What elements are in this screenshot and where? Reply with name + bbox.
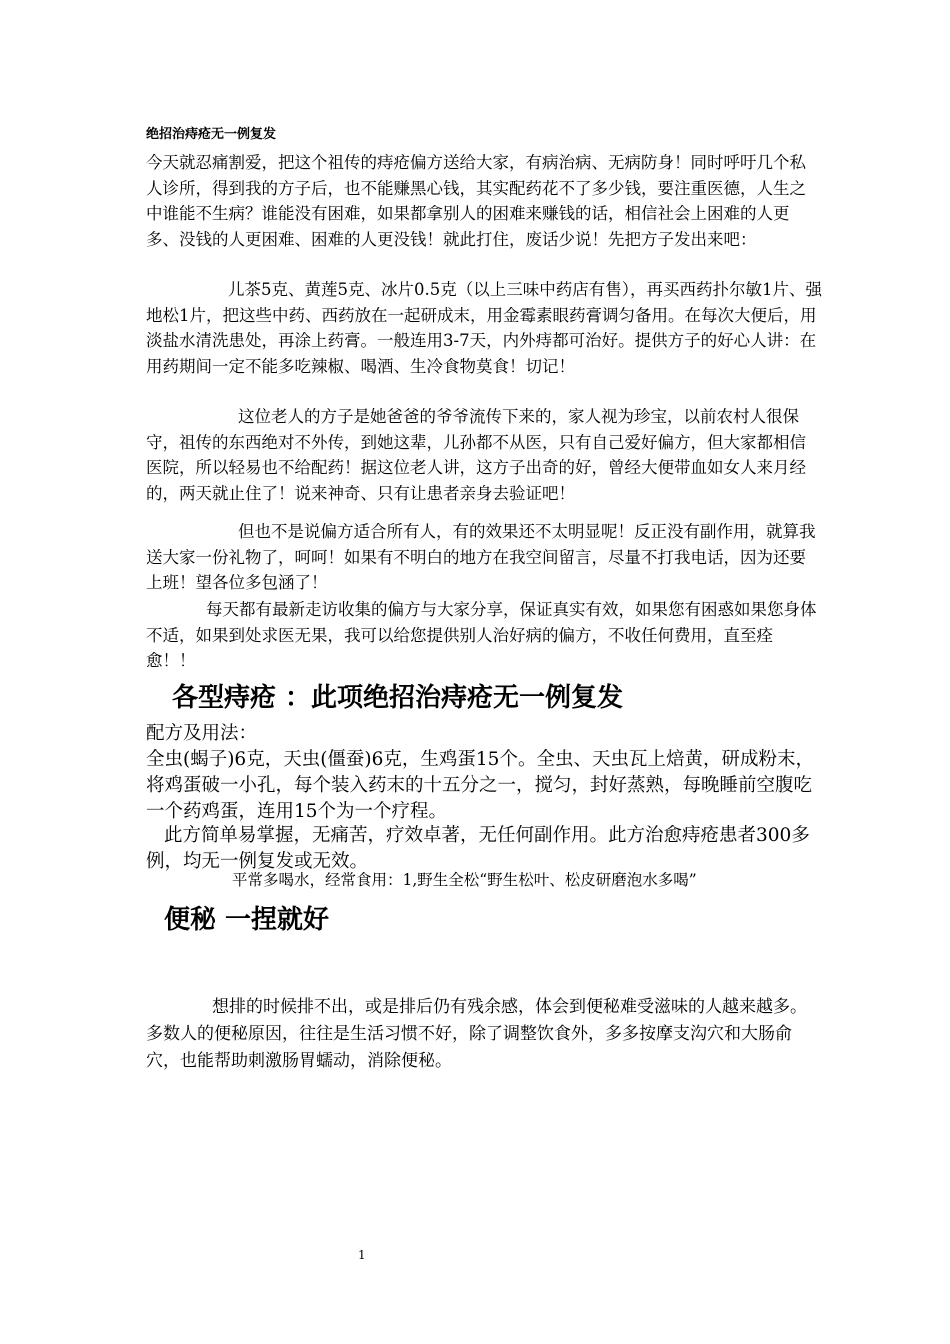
intro-paragraph: 今天就忍痛割爱，把这个祖传的痔疮偏方送给大家，有病治病、无病防身！同时呼吁几个私人诊所，得到我的方子后，也不能赚黑心钱，其实配药花不了多少钱，要注重医德，人生之中谁能不生病？谁能没有困难，如果都拿别人的困难来赚钱的话，相信社会上困难的人更多、没钱的人更困难、困难的人更没钱！就此打住，废话少说！先把方子发出来吧： (146, 153, 806, 249)
effect-text: 此方简单易掌握，无痛苦，疗效卓著，无任何副作用。此方治愈痔疮患者300多例，均无一例复发或无效。 (146, 825, 810, 872)
recipe-paragraph: 儿茶5克、黄莲5克、冰片0.5克（以上三味中药店有售），再买西药扑尔敏1片、强地松1片，把这些中药、西药放在一起研成末，用金霉素眼药膏调匀备用。在每次大便后，用淡盐水清洗患处，再涂上药膏。一般连用3-7天，内外痔都可治好。提供方子的好心人讲：在用药期间一定不能多吃辣椒、喝酒、生冷食物莫食！切记！ (146, 280, 822, 376)
heading-hemorrhoids: 各型痔疮 ：此项绝招治痔疮无一例复发 (172, 683, 624, 713)
page-number: 1 (358, 1248, 366, 1262)
formula-text: 全虫(蝎子)6克，天虫(僵蚕)6克，生鸡蛋15个。全虫、天虫瓦上焙黄，研成粉末，将鸡蛋破一小孔，每个装入药末的十五分之一，搅匀，封好蒸熟，每晚睡前空腹吃一个药鸡蛋，连用15个为一个疗程。 (146, 749, 814, 822)
constipation-paragraph: 想排的时候排不出，或是排后仍有残余感，体会到便秘难受滋味的人越来越多。多数人的便秘原因，往往是生活习惯不好，除了调整饮食外，多多按摩支沟穴和大肠俞穴，也能帮助刺激肠胃蠕动，消除便秘。 (146, 997, 807, 1071)
tip-text: 平常多喝水，经常食用：1,野生全松“野生松叶、松皮研磨泡水多喝” (232, 871, 697, 889)
share-paragraph: 每天都有最新走访收集的偏方与大家分享，保证真实有效，如果您有困惑如果您身体不适，如果到处求医无果，我可以给您提供别人治好病的偏方，不收任何费用，直至痊愈！！ (146, 600, 817, 670)
formula-label: 配方及用法： (146, 723, 258, 744)
disclaimer-paragraph: 但也不是说偏方适合所有人，有的效果还不太明显呢！反正没有副作用，就算我送大家一份礼物了，呵呵！如果有不明白的地方在我空间留言，尽量不打我电话，因为还要上班！望各位多包涵了！ (146, 522, 816, 592)
heading-constipation: 便秘 一捏就好 (164, 905, 330, 935)
origin-paragraph: 这位老人的方子是她爸爸的爷爷流传下来的，家人视为珍宝，以前农村人很保守，祖传的东西绝对不外传，到她这辈，儿孙都不从医，只有自己爱好偏方，但大家都相信医院，所以轻易也不给配药！据这位老人讲，这方子出奇的好，曾经大便带血如女人来月经的，两天就止住了！说来神奇、只有让患者亲身去验证吧！ (146, 407, 806, 503)
document-small-title: 绝招治痔疮无一例复发 (146, 127, 277, 142)
